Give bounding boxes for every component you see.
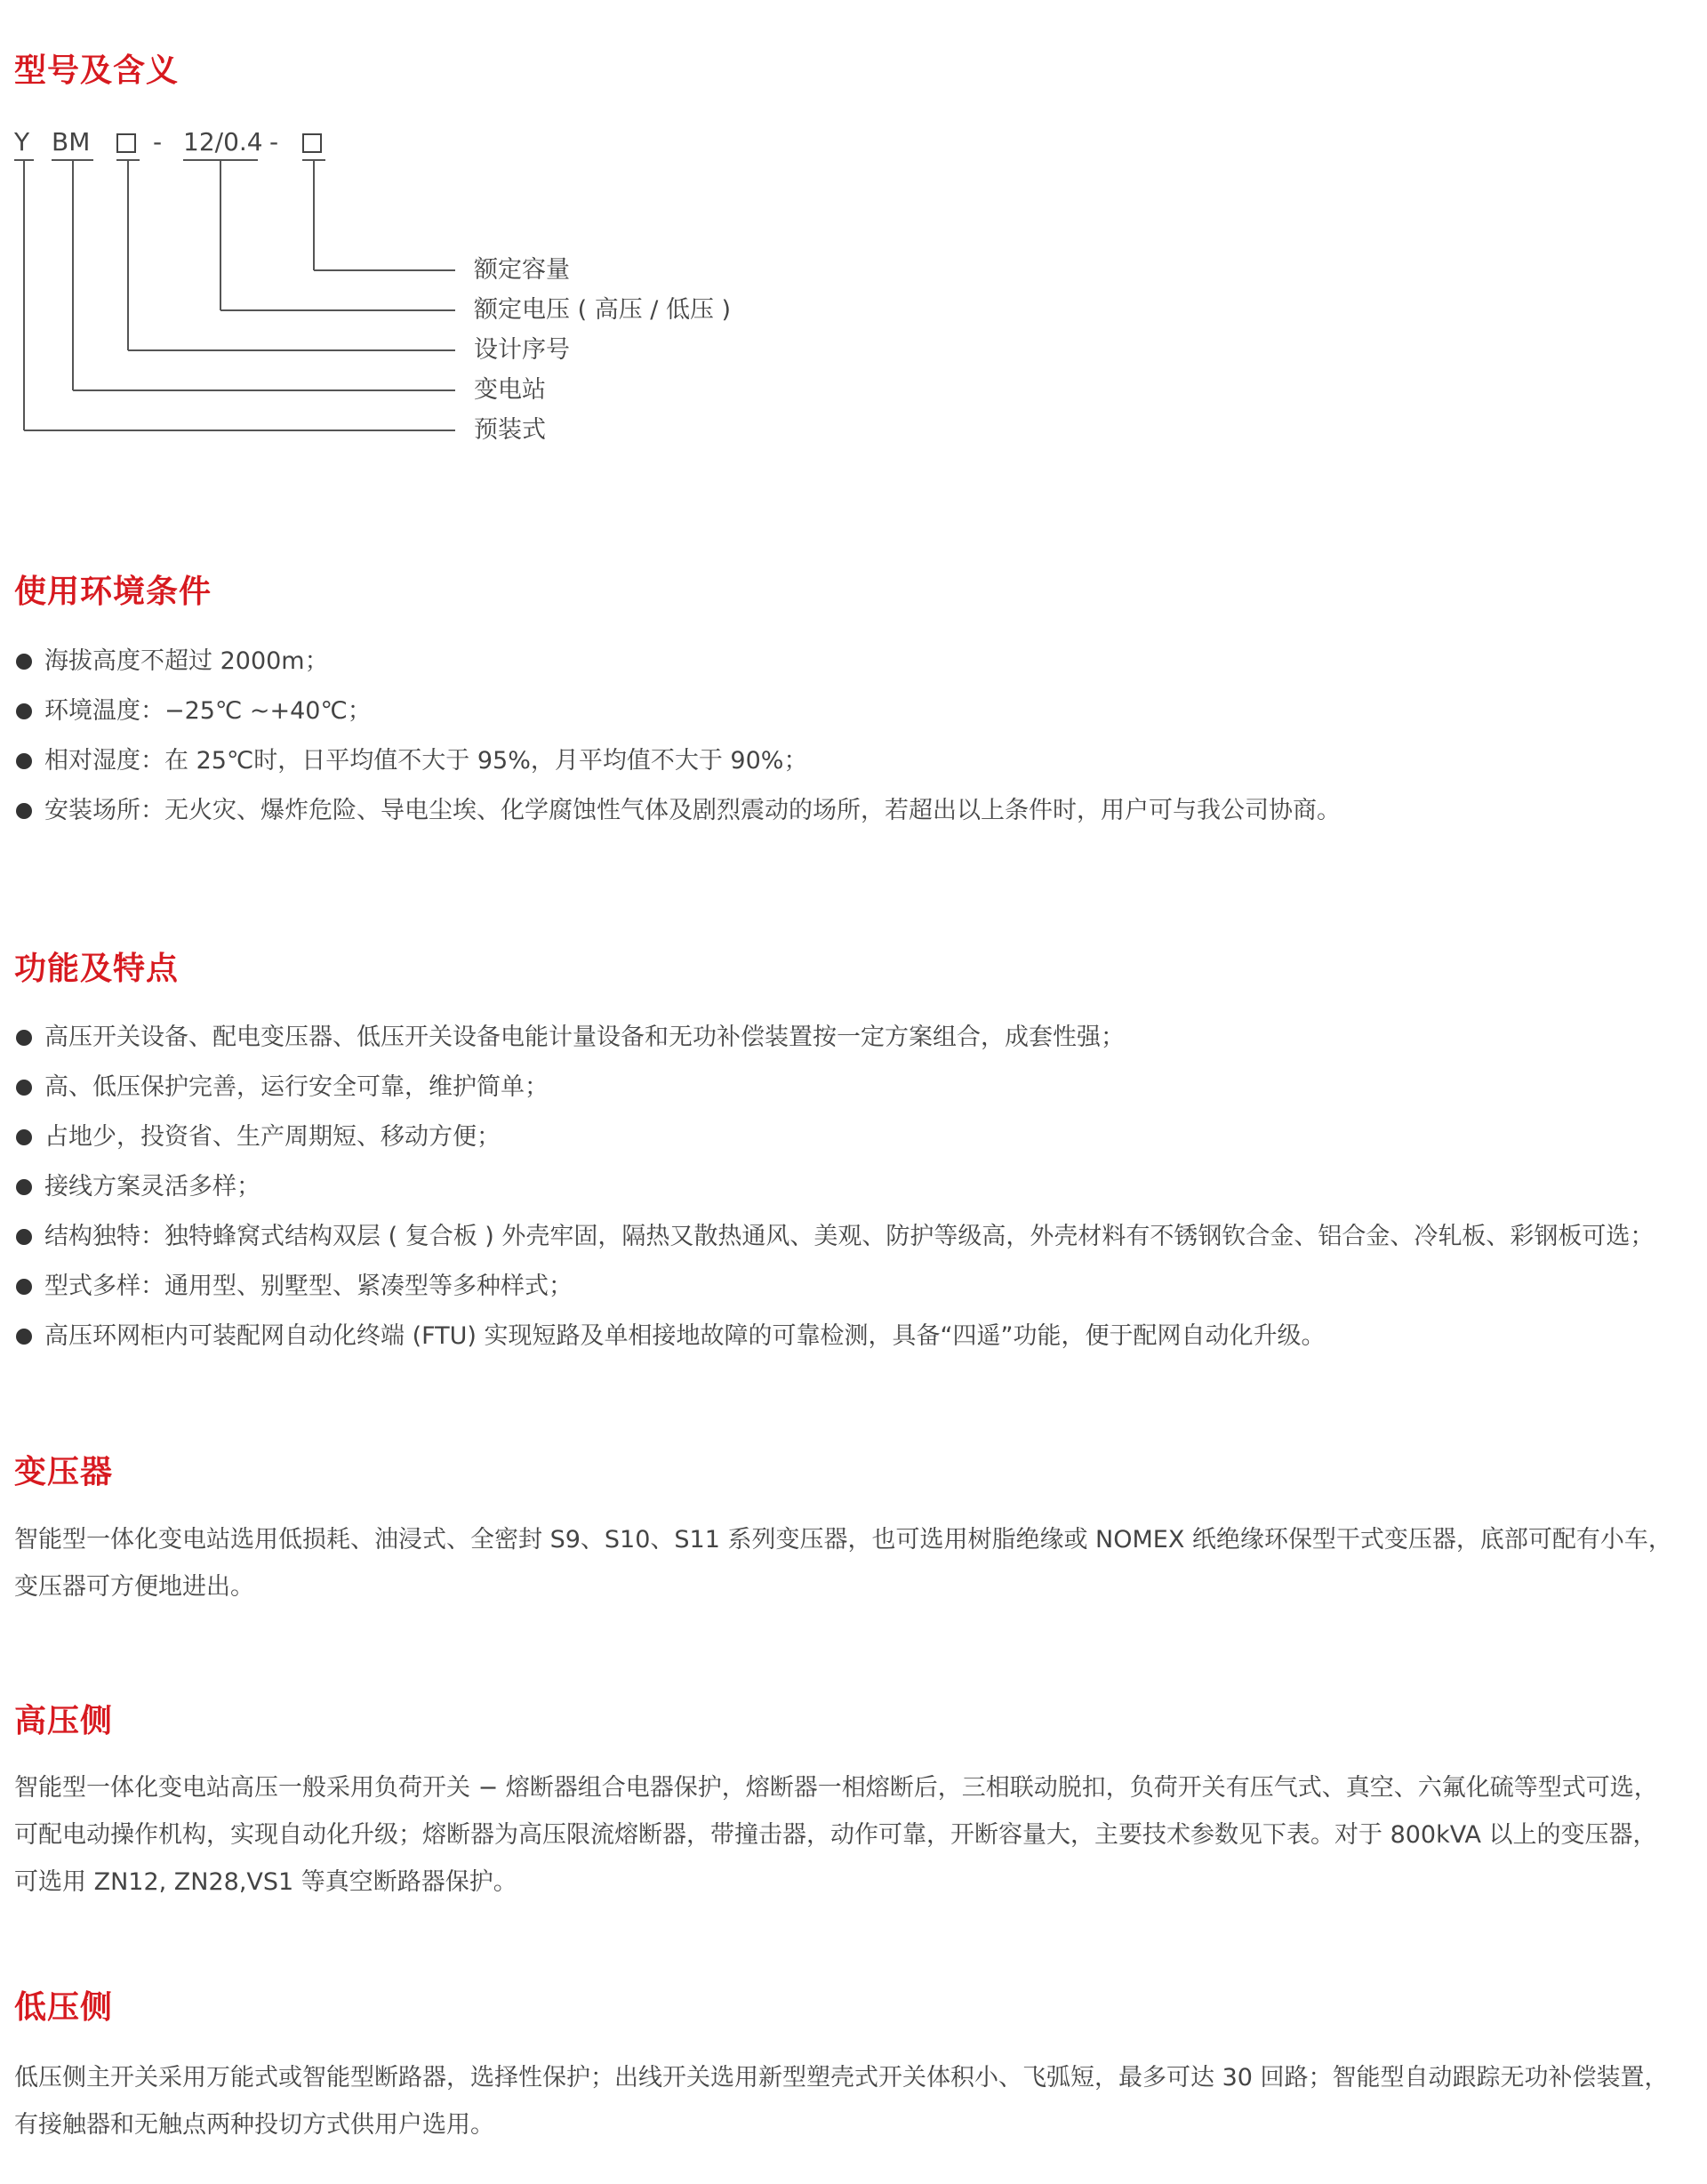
list-item: 型式多样：通用型、别墅型、紧凑型等多种样式； <box>14 1262 1654 1312</box>
list-item: 环境温度：−25℃ ~+40℃； <box>14 687 1341 736</box>
section-title-environment: 使用环境条件 <box>14 574 212 610</box>
list-item: 结构独特：独特蜂窝式结构双层 ( 复合板 ) 外壳牢固，隔热又散热通风、美观、防护等级高，外壳材料有不锈钢钦合金、铝合金、冷轧板、彩钢板可选； <box>14 1212 1654 1262</box>
transformer-paragraph: 智能型一体化变电站选用低损耗、油浸式、全密封 S9、S10、S11 系列变压器，也可选用树脂绝缘或 NOMEX 纸绝缘环保型干式变压器，底部可配有小车， 变压器可方便地进出。 <box>14 1526 1672 1601</box>
list-item: 海拔高度不超过 2000m； <box>14 637 1341 687</box>
meaning-prefabricated: 预装式 <box>474 416 546 444</box>
bullet-icon <box>16 1179 32 1195</box>
section-title-features: 功能及特点 <box>14 951 180 987</box>
environment-list <box>14 637 1341 836</box>
bullet-icon <box>16 1279 32 1295</box>
high-voltage-paragraph: 智能型一体化变电站高压一般采用负荷开关 − 熔断器组合电器保护，熔断器一相熔断后，三相联动脱扣，负荷开关有压气式、真空、六氟化硫等型式可选， 可配电动操作机构，实现自动化升级；熔断器为高压限流熔断器，带撞击器，动作可靠，开断容量大，主要技术参数见下表。对于 800kVA 以上的变压器， 可选用 ZN12, ZN28,VS1 等真空断路器保护。 <box>14 1774 1658 1896</box>
bullet-icon <box>16 1030 32 1046</box>
meaning-substation: 变电站 <box>474 376 546 404</box>
bullet-icon <box>16 1129 32 1145</box>
model-code-dash-1: - <box>153 127 163 157</box>
model-code-voltage: 12/0.4 <box>183 127 263 157</box>
list-item: 高、低压保护完善，运行安全可靠，维护简单； <box>14 1063 1654 1112</box>
model-code-box-1 <box>116 126 136 158</box>
bullet-icon <box>16 803 32 819</box>
list-item: 安装场所：无火灾、爆炸危险、导电尘埃、化学腐蚀性气体及剧烈震动的场所，若超出以上条件时，用户可与我公司协商。 <box>14 786 1341 836</box>
bullet-icon <box>16 1329 32 1345</box>
section-title-transformer: 变压器 <box>14 1454 114 1490</box>
model-meaning-diagram <box>0 0 1707 462</box>
list-item: 高压环网柜内可装配网自动化终端 (FTU) 实现短路及单相接地故障的可靠检测，具备“四遥”功能，便于配网自动化升级。 <box>14 1312 1654 1361</box>
features-list <box>14 1013 1654 1361</box>
bullet-icon <box>16 1080 32 1096</box>
bullet-icon <box>16 654 32 670</box>
bullet-icon <box>16 1229 32 1245</box>
list-item: 高压开关设备、配电变压器、低压开关设备电能计量设备和无功补偿装置按一定方案组合，成套性强； <box>14 1013 1654 1063</box>
bullet-icon <box>16 703 32 719</box>
model-code-bm: BM <box>52 127 91 157</box>
model-code-y: Y <box>14 127 30 157</box>
section-title-low-voltage: 低压侧 <box>14 1989 114 2026</box>
meaning-design-serial: 设计序号 <box>474 336 570 364</box>
section-title-model: 型号及含义 <box>14 52 180 89</box>
section-title-high-voltage: 高压侧 <box>14 1703 114 1739</box>
list-item: 占地少，投资省、生产周期短、移动方便； <box>14 1112 1654 1162</box>
list-item: 接线方案灵活多样； <box>14 1162 1654 1212</box>
list-item: 相对湿度：在 25℃时，日平均值不大于 95%，月平均值不大于 90%； <box>14 736 1341 786</box>
model-code-box-2 <box>302 126 322 158</box>
meaning-rated-capacity: 额定容量 <box>474 256 570 284</box>
low-voltage-paragraph: 低压侧主开关采用万能式或智能型断路器，选择性保护；出线开关选用新型塑壳式开关体积小、飞弧短，最多可达 30 回路；智能型自动跟踪无功补偿装置， 有接触器和无触点两种投切方式供用户选用。 <box>14 2064 1669 2139</box>
model-code-dash-2: - <box>269 127 279 157</box>
meaning-rated-voltage: 额定电压 ( 高压 / 低压 ) <box>474 296 732 324</box>
bullet-icon <box>16 753 32 769</box>
